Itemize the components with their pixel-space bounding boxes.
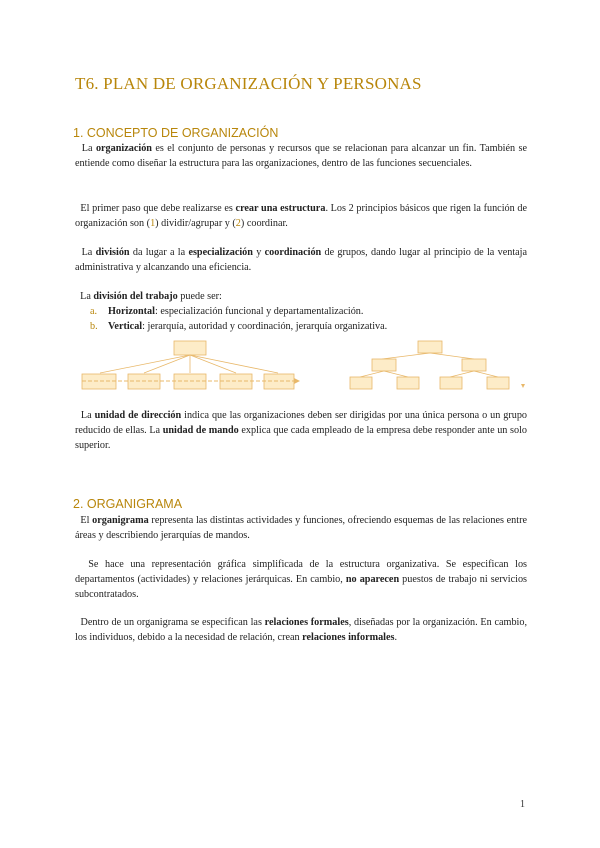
diagram-box bbox=[372, 359, 396, 371]
arrow-head-icon bbox=[521, 384, 525, 388]
page-number: 1 bbox=[520, 799, 525, 810]
paragraph-primer-paso bbox=[75, 201, 527, 231]
diagram-box bbox=[487, 377, 509, 389]
text: puede ser: bbox=[177, 291, 222, 302]
diagram-box bbox=[174, 374, 206, 389]
diagram-box bbox=[264, 374, 294, 389]
bold-term: división del trabajo bbox=[93, 291, 178, 302]
text: La bbox=[80, 291, 94, 302]
bold-term: coordinación bbox=[264, 247, 322, 258]
diagram-box bbox=[418, 341, 442, 353]
diagram-line bbox=[384, 371, 408, 377]
bold-term: Vertical bbox=[108, 321, 143, 332]
diagram-line bbox=[100, 355, 190, 373]
bold-term: no aparecen bbox=[345, 574, 400, 585]
text: y bbox=[252, 247, 265, 258]
bold-term: unidad de dirección bbox=[94, 410, 182, 421]
list-item-vertical bbox=[90, 319, 387, 334]
text: , diseñadas por la organización. En cambio, los individuos, debido a la necesidad de relación, crean bbox=[75, 617, 528, 643]
paragraph-organizacion bbox=[75, 141, 527, 171]
text: representa las distintas actividades y funciones, ofreciendo esquemas de las relaciones entre áreas y describiendo jerarquías de mandos. bbox=[75, 515, 527, 541]
text: . bbox=[394, 632, 398, 643]
text: Dentro de un organigrama se especifican las bbox=[80, 617, 265, 628]
diagram-line bbox=[430, 353, 474, 359]
bold-term: relaciones formales bbox=[264, 617, 349, 628]
bold-term: Horizontal bbox=[108, 306, 155, 317]
paragraph-unidad-direccion bbox=[75, 408, 527, 453]
text: de grupos, dando lugar al principio de la ventaja administrativa y alcanzando una eficiencia. bbox=[75, 247, 528, 273]
diagram-line bbox=[144, 355, 190, 373]
diagram-box bbox=[397, 377, 419, 389]
section-heading-organigrama: 2. ORGANIGRAMA bbox=[73, 497, 183, 511]
text: La bbox=[80, 410, 95, 421]
text: El bbox=[80, 515, 93, 526]
diagram-line bbox=[474, 371, 498, 377]
text: explica que cada empleado de la empresa debe responder ante un solo superior. bbox=[75, 425, 528, 451]
section-heading-concepto: 1. CONCEPTO DE ORGANIZACIÓN bbox=[73, 126, 279, 140]
diagram-box bbox=[82, 374, 116, 389]
text: . Los 2 principios básicos que rigen la función de organización son ( bbox=[75, 203, 528, 229]
text: : jerarquía, autoridad y coordinación, jerarquía organizativa. bbox=[142, 321, 388, 332]
text: ) dividir/agrupar y ( bbox=[155, 218, 236, 229]
diagram-box bbox=[174, 341, 206, 355]
paragraph-relaciones bbox=[75, 615, 527, 645]
list-marker: a. bbox=[90, 306, 98, 317]
diagram-line bbox=[190, 355, 278, 373]
bold-term: especialización bbox=[188, 247, 253, 258]
text: : especialización funcional y departamentalización. bbox=[154, 306, 364, 317]
paragraph-representacion bbox=[75, 557, 527, 602]
bold-term: unidad de mando bbox=[162, 425, 239, 436]
diagram-vertical bbox=[346, 340, 528, 392]
diagram-box bbox=[440, 377, 462, 389]
text: Se hace una representación gráfica simplificada de la estructura organizativa. Se especifican los departamentos (actividades) y relaciones jerárquicas. En cambio, bbox=[75, 559, 528, 585]
paragraph-organigrama bbox=[75, 513, 527, 543]
bold-term: división bbox=[95, 247, 130, 258]
paragraph-division-trabajo bbox=[75, 289, 527, 304]
text: da lugar a la bbox=[129, 247, 189, 258]
diagram-line bbox=[382, 353, 430, 359]
page-title: T6. PLAN DE ORGANIZACIÓN Y PERSONAS bbox=[75, 74, 422, 93]
bold-term: relaciones informales bbox=[302, 632, 395, 643]
bold-term: organización bbox=[95, 143, 152, 154]
text: indica que las organizaciones deben ser dirigidas por una única persona o un grupo reducido de ellas. La bbox=[75, 410, 528, 436]
diagram-line bbox=[190, 355, 236, 373]
text: ) coordinar. bbox=[240, 218, 288, 229]
diagram-box bbox=[128, 374, 160, 389]
list-marker: b. bbox=[90, 321, 98, 332]
number-marker: 2 bbox=[235, 218, 241, 229]
text: es el conjunto de personas y recursos que se relacionan para alcanzar un fin. También se entiende como diseñar la estructura para las organizaciones, dentro de las funciones secuenciales. bbox=[75, 143, 527, 169]
bold-term: organigrama bbox=[92, 515, 149, 526]
text: puestos de trabajo ni servicios subcontratados. bbox=[75, 574, 528, 600]
paragraph-division bbox=[75, 245, 527, 275]
text: El primer paso que debe realizarse es bbox=[80, 203, 236, 214]
diagram-line bbox=[360, 371, 384, 377]
diagram-box bbox=[350, 377, 372, 389]
arrow-head-icon bbox=[294, 378, 300, 384]
number-marker: 1 bbox=[150, 218, 156, 229]
diagram-horizontal bbox=[78, 340, 303, 392]
text: La bbox=[81, 247, 96, 258]
diagram-line bbox=[450, 371, 474, 377]
list-item-horizontal bbox=[90, 304, 363, 319]
diagram-box bbox=[220, 374, 252, 389]
text: La bbox=[81, 143, 96, 154]
diagram-box bbox=[462, 359, 486, 371]
bold-term: crear una estructura bbox=[235, 203, 326, 214]
